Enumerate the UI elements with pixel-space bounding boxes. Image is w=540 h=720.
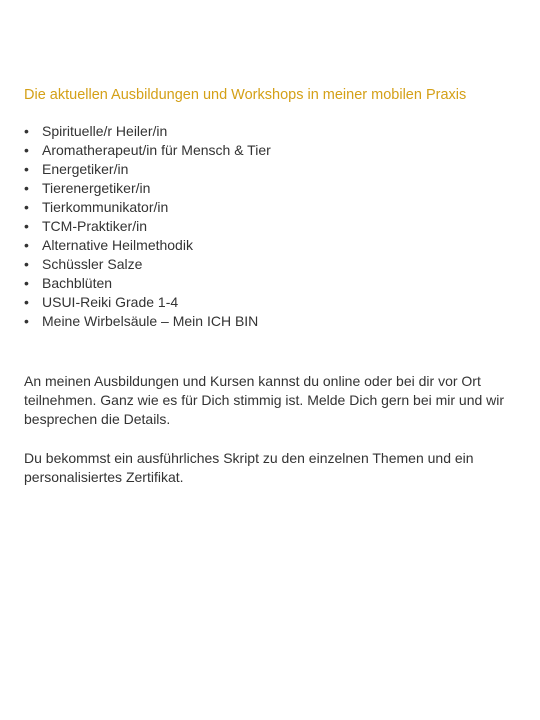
course-label: USUI-Reiki Grade 1-4 — [42, 294, 179, 310]
bullet-icon: • — [24, 180, 29, 196]
bullet-icon: • — [24, 313, 29, 329]
list-item — [24, 141, 271, 160]
bullet-icon: • — [24, 218, 29, 234]
list-item — [24, 236, 271, 255]
bullet-icon: • — [24, 142, 29, 158]
list-item — [24, 179, 271, 198]
bullet-icon: • — [24, 294, 29, 310]
bullet-icon: • — [24, 275, 29, 291]
bullet-icon: • — [24, 123, 29, 139]
course-label: Meine Wirbelsäule – Mein ICH BIN — [42, 313, 259, 329]
course-label: Energetiker/in — [42, 161, 129, 177]
course-label: Alternative Heilmethodik — [42, 237, 193, 253]
list-item — [24, 160, 271, 179]
list-item — [24, 122, 271, 141]
participation-paragraph: An meinen Ausbildungen und Kursen kannst du online oder bei dir vor Ort teilnehmen. Ganz wie es für Dich stimmig ist. Melde Dich gern bei mir und wir besprechen die Details. — [24, 373, 505, 427]
list-item — [24, 217, 271, 236]
course-label: Schüssler Salze — [42, 256, 143, 272]
course-label: Aromatherapeut/in für Mensch & Tier — [42, 142, 271, 158]
list-item — [24, 198, 271, 217]
bullet-icon: • — [24, 256, 29, 272]
page-heading: Die aktuellen Ausbildungen und Workshops in meiner mobilen Praxis — [24, 87, 467, 103]
course-list — [24, 122, 271, 331]
list-item — [24, 274, 271, 293]
bullet-icon: • — [24, 161, 29, 177]
list-item — [24, 312, 271, 331]
course-label: TCM-Praktiker/in — [42, 218, 148, 234]
course-label: Spirituelle/r Heiler/in — [42, 123, 168, 139]
list-item — [24, 293, 271, 312]
bullet-icon: • — [24, 237, 29, 253]
certificate-paragraph: Du bekommst ein ausführliches Skript zu den einzelnen Themen und ein personalisiertes Zertifikat. — [24, 450, 474, 485]
course-label: Tierenergetiker/in — [42, 180, 151, 196]
list-item — [24, 255, 271, 274]
course-label: Bachblüten — [42, 275, 113, 291]
bullet-icon: • — [24, 199, 29, 215]
course-label: Tierkommunikator/in — [42, 199, 169, 215]
